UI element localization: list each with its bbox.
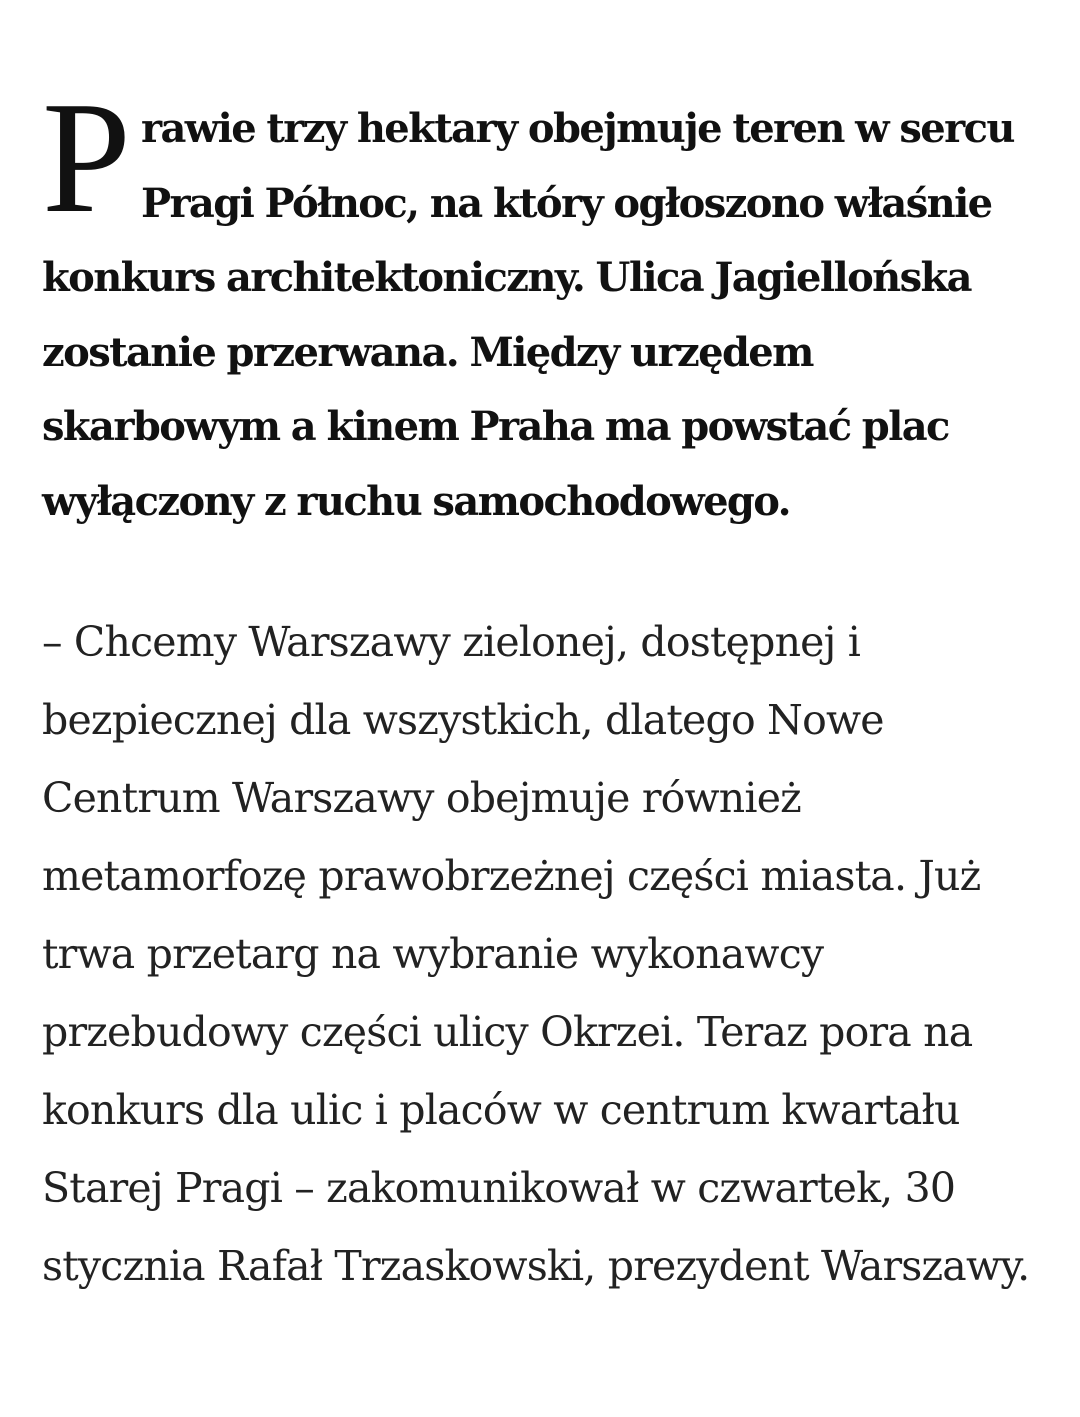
drop-cap: P	[42, 68, 131, 246]
lead-paragraph	[42, 68, 1042, 539]
lead-text: rawie trzy hektary obejmuje teren w sercu Pragi Północ, na który ogłoszono właśnie konkurs architektoniczny. Ulica Jagiellońska zostanie przerwana. Między urzędem skarbowym a kinem Praha ma powstać plac wyłączony z ruchu samochodowego.	[42, 105, 1014, 525]
quote-paragraph: – Chcemy Warszawy zielonej, dostępnej i bezpiecznej dla wszystkich, dlatego Nowe Centrum Warszawy obejmuje również metamorfozę prawobrzeżnej części miasta. Już trwa przetarg na wybranie wykonawcy przebudowy części ulicy Okrzei. Teraz pora na konkurs dla ulic i placów w centrum kwartału Starej Pragi – zakomunikował w czwartek, 30 stycznia Rafał Trzaskowski, prezydent Warszawy.	[42, 618, 1030, 1290]
article-content	[42, 68, 1042, 1305]
